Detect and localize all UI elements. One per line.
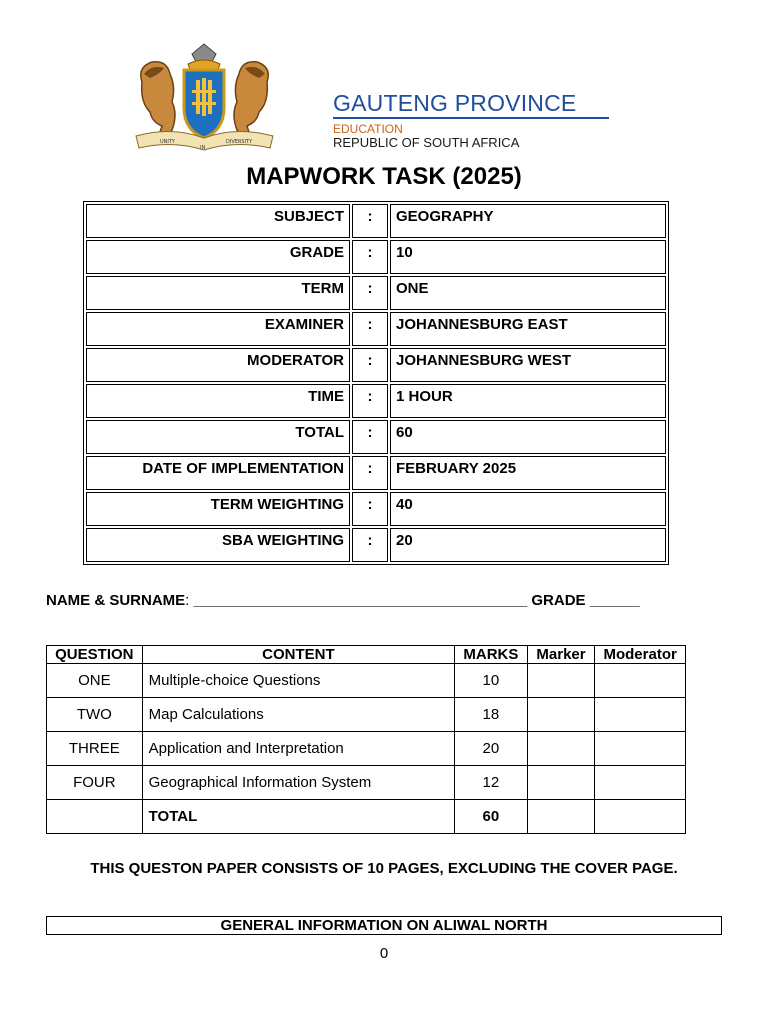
header-moderator: Moderator (595, 646, 686, 664)
department-name: EDUCATION (333, 122, 403, 136)
question-row (47, 732, 686, 766)
general-info-heading: GENERAL INFORMATION ON ALIWAL NORTH (46, 916, 722, 935)
header-marks: MARKS (455, 646, 528, 664)
info-separator: : (352, 348, 388, 382)
question-row (47, 698, 686, 732)
info-value: ONE (390, 276, 666, 310)
info-value: GEOGRAPHY (390, 204, 666, 238)
info-row (86, 528, 666, 562)
grade-blank[interactable]: ______ (585, 592, 640, 609)
country-name: REPUBLIC OF SOUTH AFRICA (333, 135, 520, 150)
moderator-cell[interactable] (595, 766, 686, 800)
name-label: NAME & SURNAME (46, 592, 186, 609)
name-blank[interactable]: ________________________________________ (189, 592, 532, 609)
total-marker-cell[interactable] (527, 800, 595, 834)
question-marks: 12 (455, 766, 528, 800)
moderator-cell[interactable] (595, 732, 686, 766)
info-row (86, 456, 666, 490)
total-label: TOTAL (142, 800, 454, 834)
question-marks: 10 (455, 664, 528, 698)
name-colon: : (185, 592, 190, 609)
question-row (47, 766, 686, 800)
info-row (86, 420, 666, 454)
moderator-cell[interactable] (595, 664, 686, 698)
total-marks: 60 (455, 800, 528, 834)
marker-cell[interactable] (527, 766, 595, 800)
info-separator: : (352, 204, 388, 238)
info-label: TIME (86, 384, 350, 418)
info-label: SBA WEIGHTING (86, 528, 350, 562)
marker-cell[interactable] (527, 732, 595, 766)
info-separator: : (352, 312, 388, 346)
info-row (86, 384, 666, 418)
info-label: GRADE (86, 240, 350, 274)
info-row (86, 348, 666, 382)
crest-top-icon (192, 44, 216, 62)
info-row (86, 312, 666, 346)
question-content: Map Calculations (142, 698, 454, 732)
info-row (86, 492, 666, 526)
info-value: 60 (390, 420, 666, 454)
info-row (86, 240, 666, 274)
motto-word-1: UNITY (160, 139, 175, 145)
info-value: 20 (390, 528, 666, 562)
question-table-header (47, 646, 686, 664)
info-separator: : (352, 384, 388, 418)
info-label: EXAMINER (86, 312, 350, 346)
question-number: ONE (47, 664, 143, 698)
motto-word-2: IN (200, 145, 206, 151)
question-marks: 20 (455, 732, 528, 766)
page-title: MAPWORK TASK (2025) (246, 163, 522, 190)
moderator-cell[interactable] (595, 698, 686, 732)
page-number: 0 (379, 945, 389, 962)
motto-word-3: DIVERSITY (226, 139, 253, 145)
name-surname-line (46, 592, 640, 609)
info-separator: : (352, 240, 388, 274)
total-blank (47, 800, 143, 834)
info-label: MODERATOR (86, 348, 350, 382)
question-content: Application and Interpretation (142, 732, 454, 766)
province-name: GAUTENG PROVINCE (333, 90, 577, 116)
grade-label: GRADE (531, 592, 586, 609)
question-row (47, 664, 686, 698)
info-value: JOHANNESBURG EAST (390, 312, 666, 346)
question-content: Multiple-choice Questions (142, 664, 454, 698)
page-count-notice: THIS QUESTON PAPER CONSISTS OF 10 PAGES, EXCLUDING THE COVER PAGE. (90, 860, 678, 877)
info-separator: : (352, 276, 388, 310)
task-info-table (83, 201, 669, 565)
total-row (47, 800, 686, 834)
header-marker: Marker (527, 646, 595, 664)
coat-of-arms-logo (132, 42, 277, 154)
info-row (86, 204, 666, 238)
info-value: 10 (390, 240, 666, 274)
info-separator: : (352, 492, 388, 526)
marker-cell[interactable] (527, 664, 595, 698)
header-question: QUESTION (47, 646, 143, 664)
info-label: TERM (86, 276, 350, 310)
province-divider (333, 117, 609, 119)
info-separator: : (352, 420, 388, 454)
info-value: 40 (390, 492, 666, 526)
question-content: Geographical Information System (142, 766, 454, 800)
info-row (86, 276, 666, 310)
info-label: DATE OF IMPLEMENTATION (86, 456, 350, 490)
info-label: TERM WEIGHTING (86, 492, 350, 526)
header-content: CONTENT (142, 646, 454, 664)
info-value: FEBRUARY 2025 (390, 456, 666, 490)
question-number: FOUR (47, 766, 143, 800)
question-number: THREE (47, 732, 143, 766)
info-separator: : (352, 456, 388, 490)
question-number: TWO (47, 698, 143, 732)
info-separator: : (352, 528, 388, 562)
question-marks-table (46, 645, 686, 834)
info-label: TOTAL (86, 420, 350, 454)
info-value: 1 HOUR (390, 384, 666, 418)
total-moderator-cell[interactable] (595, 800, 686, 834)
info-value: JOHANNESBURG WEST (390, 348, 666, 382)
question-marks: 18 (455, 698, 528, 732)
info-label: SUBJECT (86, 204, 350, 238)
marker-cell[interactable] (527, 698, 595, 732)
